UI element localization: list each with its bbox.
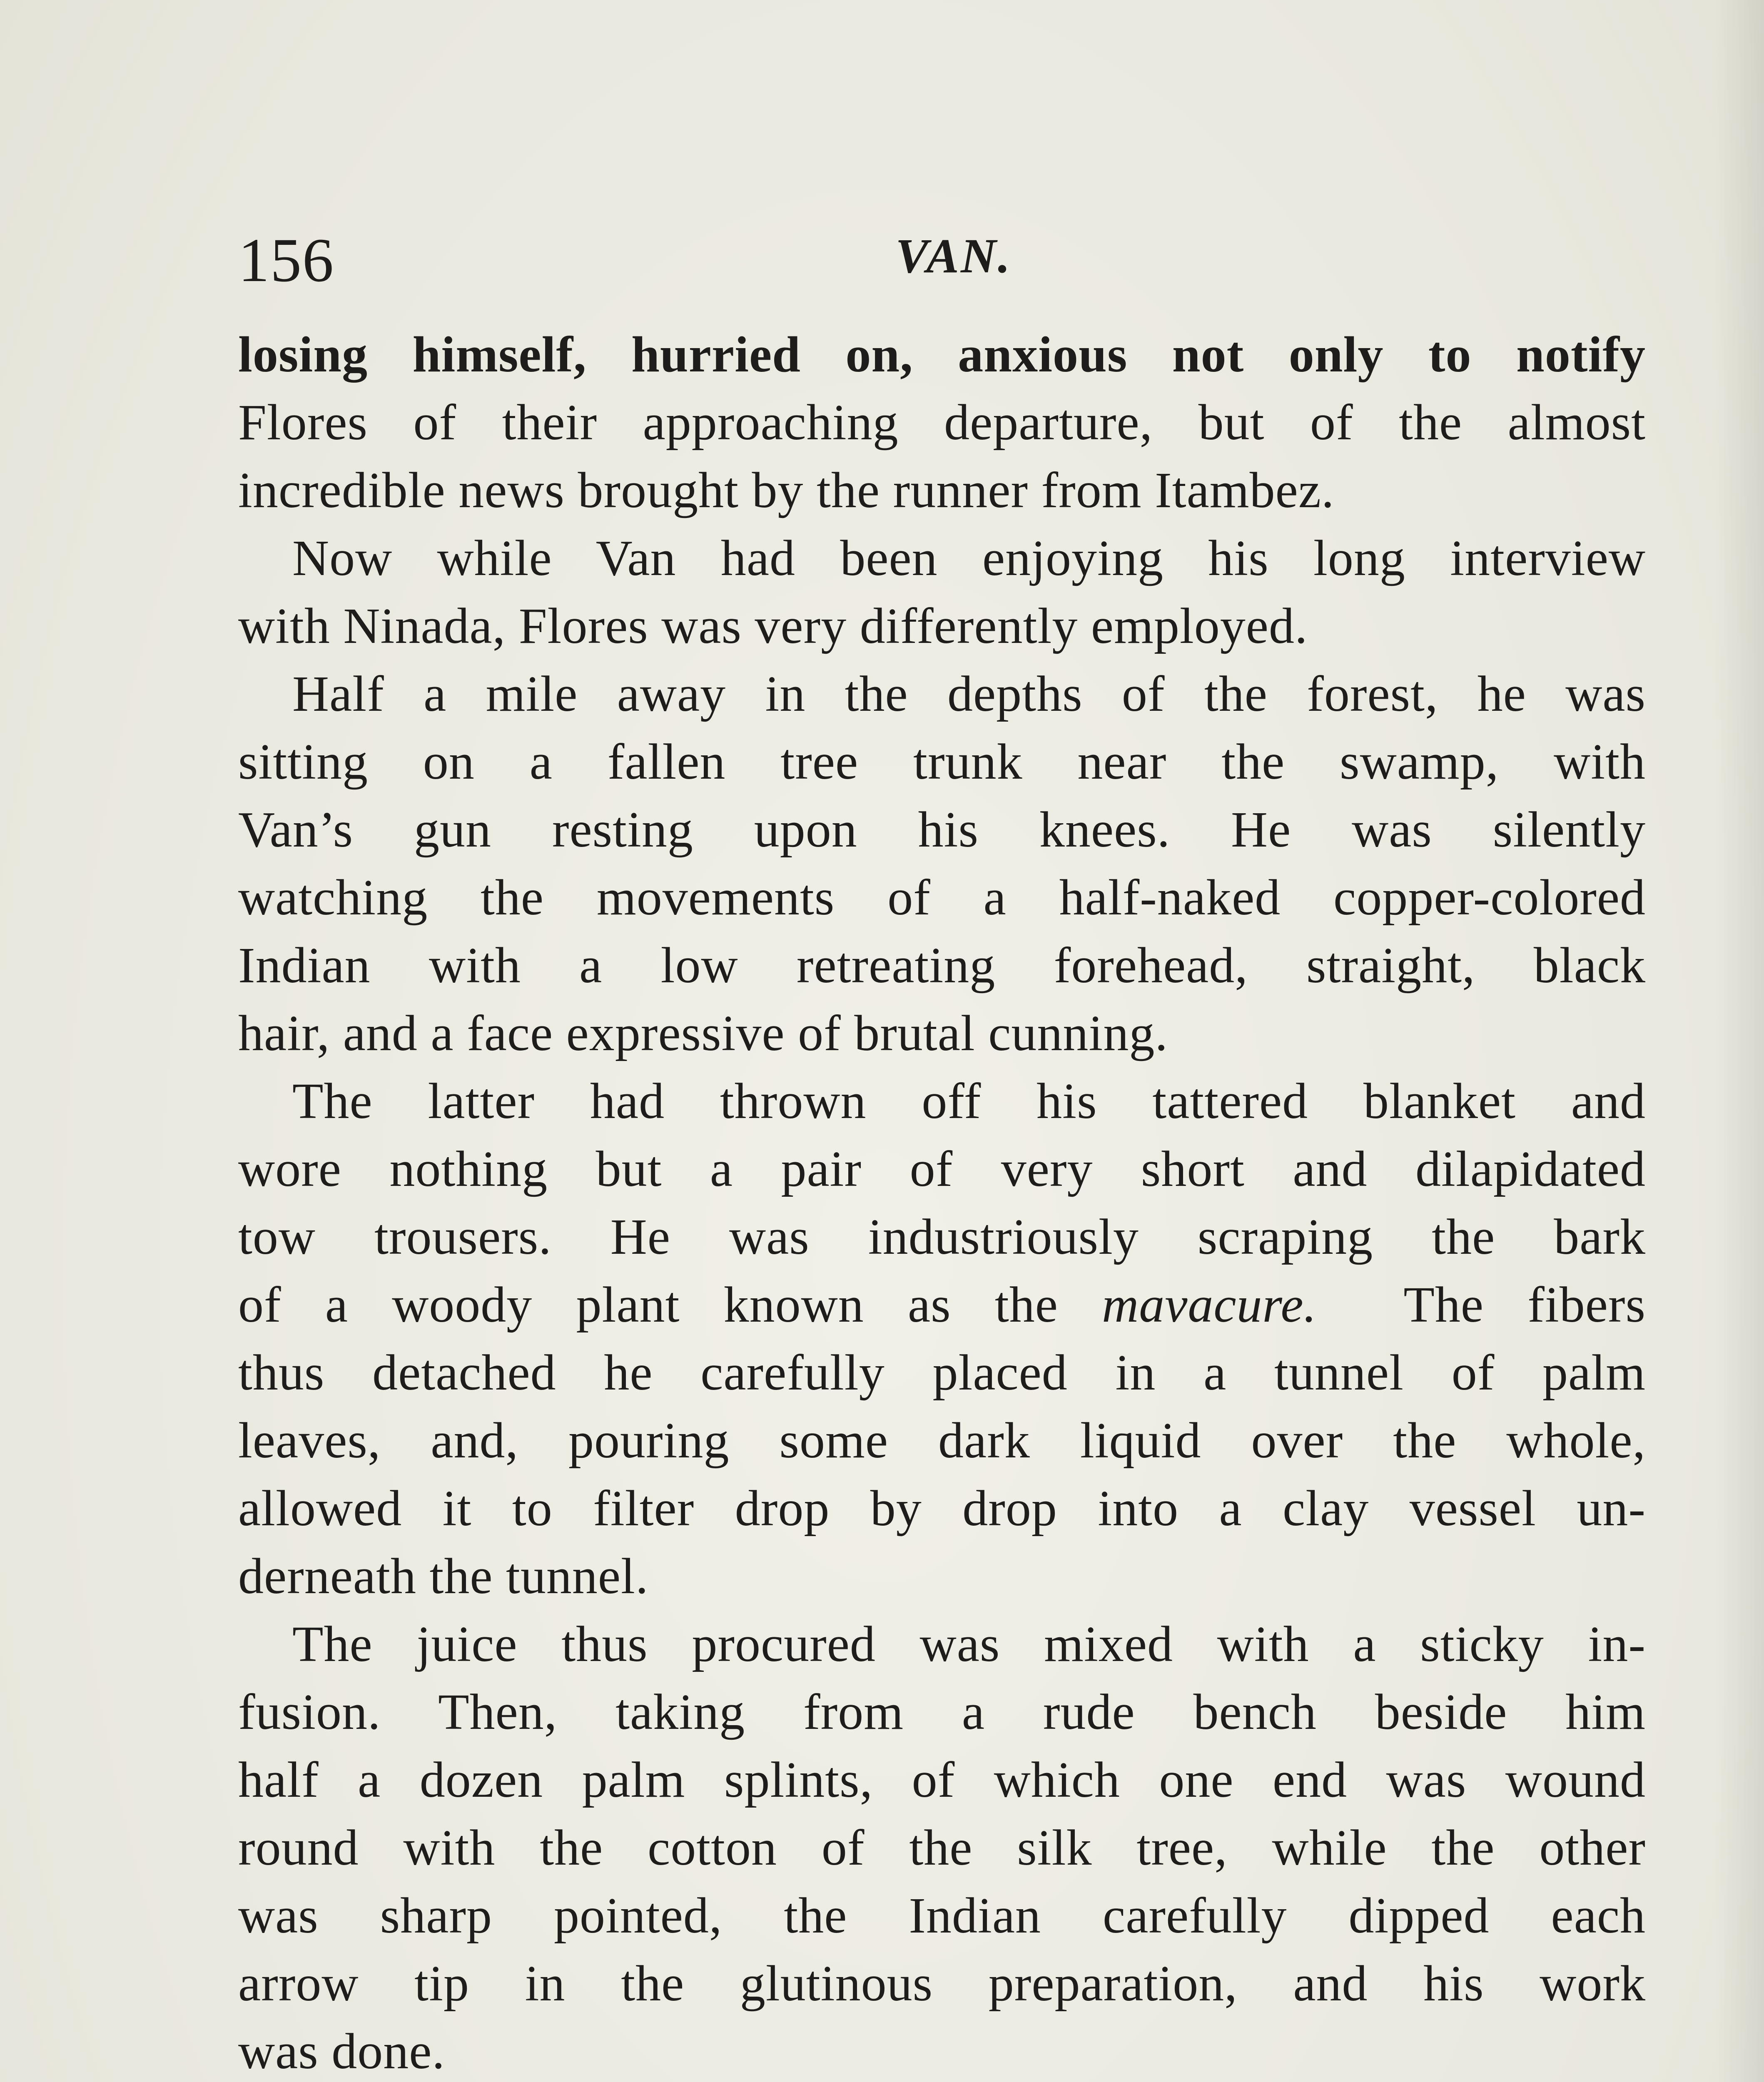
text-segment: of a woody plant known as the	[238, 1277, 1102, 1333]
text-line: thus detached he carefully placed in a tunnel of palm	[238, 1345, 1646, 1401]
text-line: Indian with a low retreating forehead, straight, black	[238, 937, 1646, 994]
page-number: 156	[238, 226, 334, 295]
text-line: derneath the tunnel.	[238, 1548, 649, 1604]
text-line: sitting on a fallen tree trunk near the swamp, with	[238, 734, 1646, 790]
page-header	[238, 217, 1646, 308]
text-line: Flores of their approaching departure, but of the almost	[238, 394, 1646, 451]
text-line	[238, 1271, 1646, 1339]
text-line: incredible news brought by the runner from Itambez.	[238, 462, 1335, 518]
running-title: VAN.	[895, 229, 1012, 283]
text-line: leaves, and, pouring some dark liquid over the whole,	[238, 1412, 1646, 1469]
text-line: allowed it to filter drop by drop into a clay vessel un-	[238, 1480, 1646, 1537]
text-line: Now while Van had been enjoying his long interview	[292, 530, 1646, 586]
text-line: The juice thus procured was mixed with a sticky in-	[292, 1616, 1646, 1672]
body-text	[238, 321, 1646, 2082]
text-line: was sharp pointed, the Indian carefully dipped each	[238, 1888, 1646, 1944]
text-line: losing himself, hurried on, anxious not only to notify	[238, 326, 1646, 383]
text-line: hair, and a face expressive of brutal cunning.	[238, 1005, 1168, 1061]
text-line: half a dozen palm splints, of which one end was wound	[238, 1752, 1646, 1808]
text-line: Van’s gun resting upon his knees. He was silently	[238, 802, 1646, 858]
text-line: wore nothing but a pair of very short and dilapidated	[238, 1141, 1646, 1197]
text-line: arrow tip in the glutinous preparation, and his work	[238, 1955, 1646, 2012]
text-line: tow trousers. He was industriously scraping the bark	[238, 1209, 1646, 1265]
italic-term: mavacure.	[1102, 1277, 1317, 1333]
text-segment: The fibers	[1317, 1277, 1646, 1333]
page-edge-shadow	[1714, 0, 1764, 2082]
text-line: fusion. Then, taking from a rude bench beside him	[238, 1684, 1646, 1740]
text-line: was done.	[238, 2023, 445, 2080]
text-line: with Ninada, Flores was very differently employed.	[238, 598, 1308, 654]
text-line: The latter had thrown off his tattered blanket and	[292, 1073, 1646, 1129]
text-line: watching the movements of a half-naked copper-colored	[238, 869, 1646, 926]
text-line: round with the cotton of the silk tree, while the other	[238, 1820, 1646, 1876]
text-line: Half a mile away in the depths of the forest, he was	[292, 666, 1646, 722]
